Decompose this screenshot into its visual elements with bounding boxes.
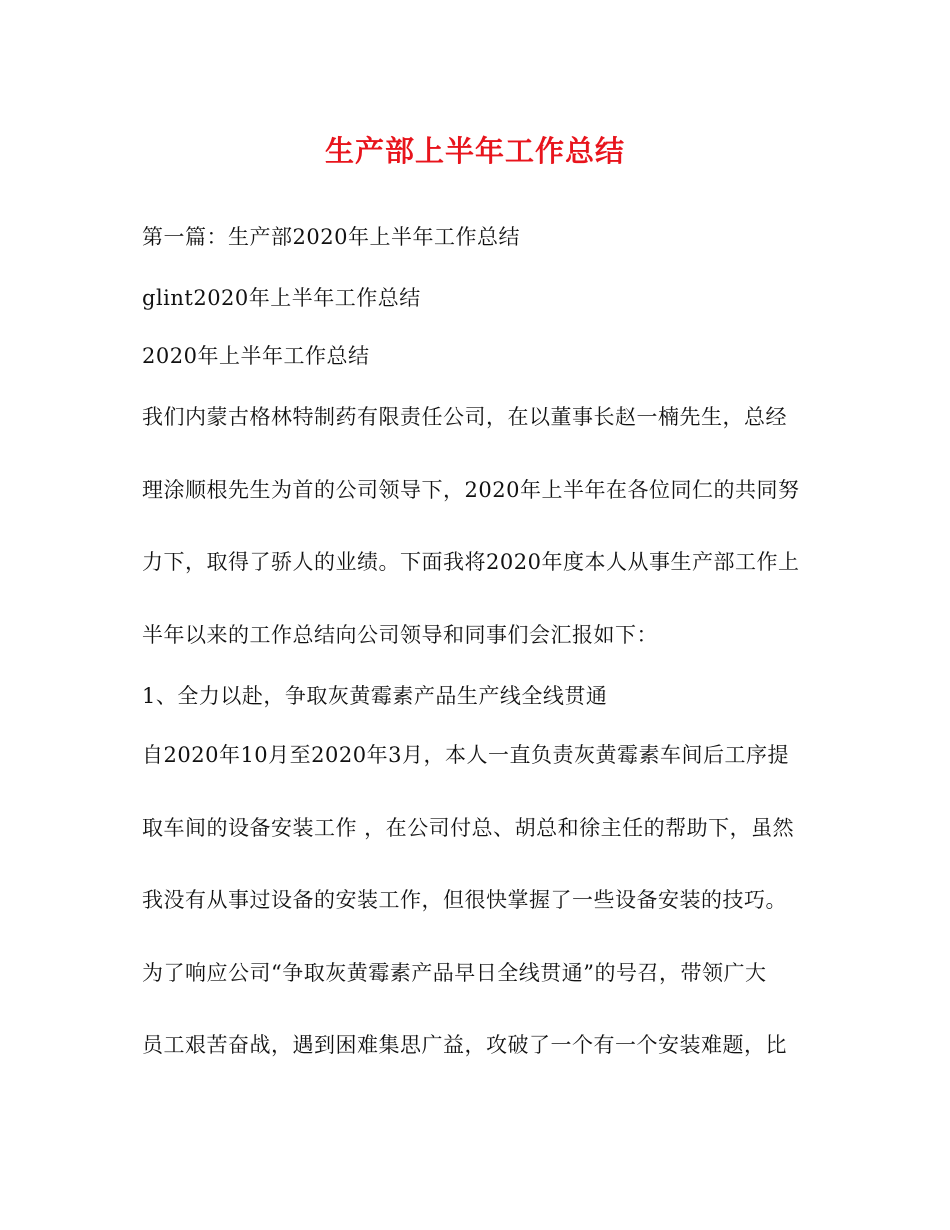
body-line: 员工艰苦奋战，遇到困难集思广益，攻破了一个有一个安装难题，比 (142, 1033, 787, 1057)
body-line: glint2020年上半年工作总结 (142, 286, 421, 310)
body-line: 我们内蒙古格林特制药有限责任公司，在以董事长赵一楠先生，总经 (142, 405, 787, 429)
body-line: 1、全力以赴，争取灰黄霉素产品生产线全线贯通 (142, 684, 608, 708)
body-line: 为了响应公司“争取灰黄霉素产品早日全线贯通”的号召，带领广大 (142, 961, 767, 985)
body-line: 理涂顺根先生为首的公司领导下，2020年上半年在各位同仁的共同努 (142, 478, 800, 502)
document-title: 生产部上半年工作总结 (324, 134, 625, 168)
body-line: 2020年上半年工作总结 (142, 344, 370, 368)
body-line: 力下，取得了骄人的业绩。下面我将2020年度本人从事生产部工作上 (142, 550, 800, 574)
body-line: 半年以来的工作总结向公司领导和同事们会汇报如下： (142, 623, 658, 647)
body-line: 第一篇：生产部2020年上半年工作总结 (142, 225, 520, 249)
body-line: 我没有从事过设备的安装工作，但很快掌握了一些设备安装的技巧。 (142, 888, 787, 912)
body-line: 自2020年10月至2020年3月，本人一直负责灰黄霉素车间后工序提 (142, 743, 789, 767)
body-line: 取车间的设备安装工作 ，在公司付总、胡总和徐主任的帮助下，虽然 (142, 816, 795, 840)
